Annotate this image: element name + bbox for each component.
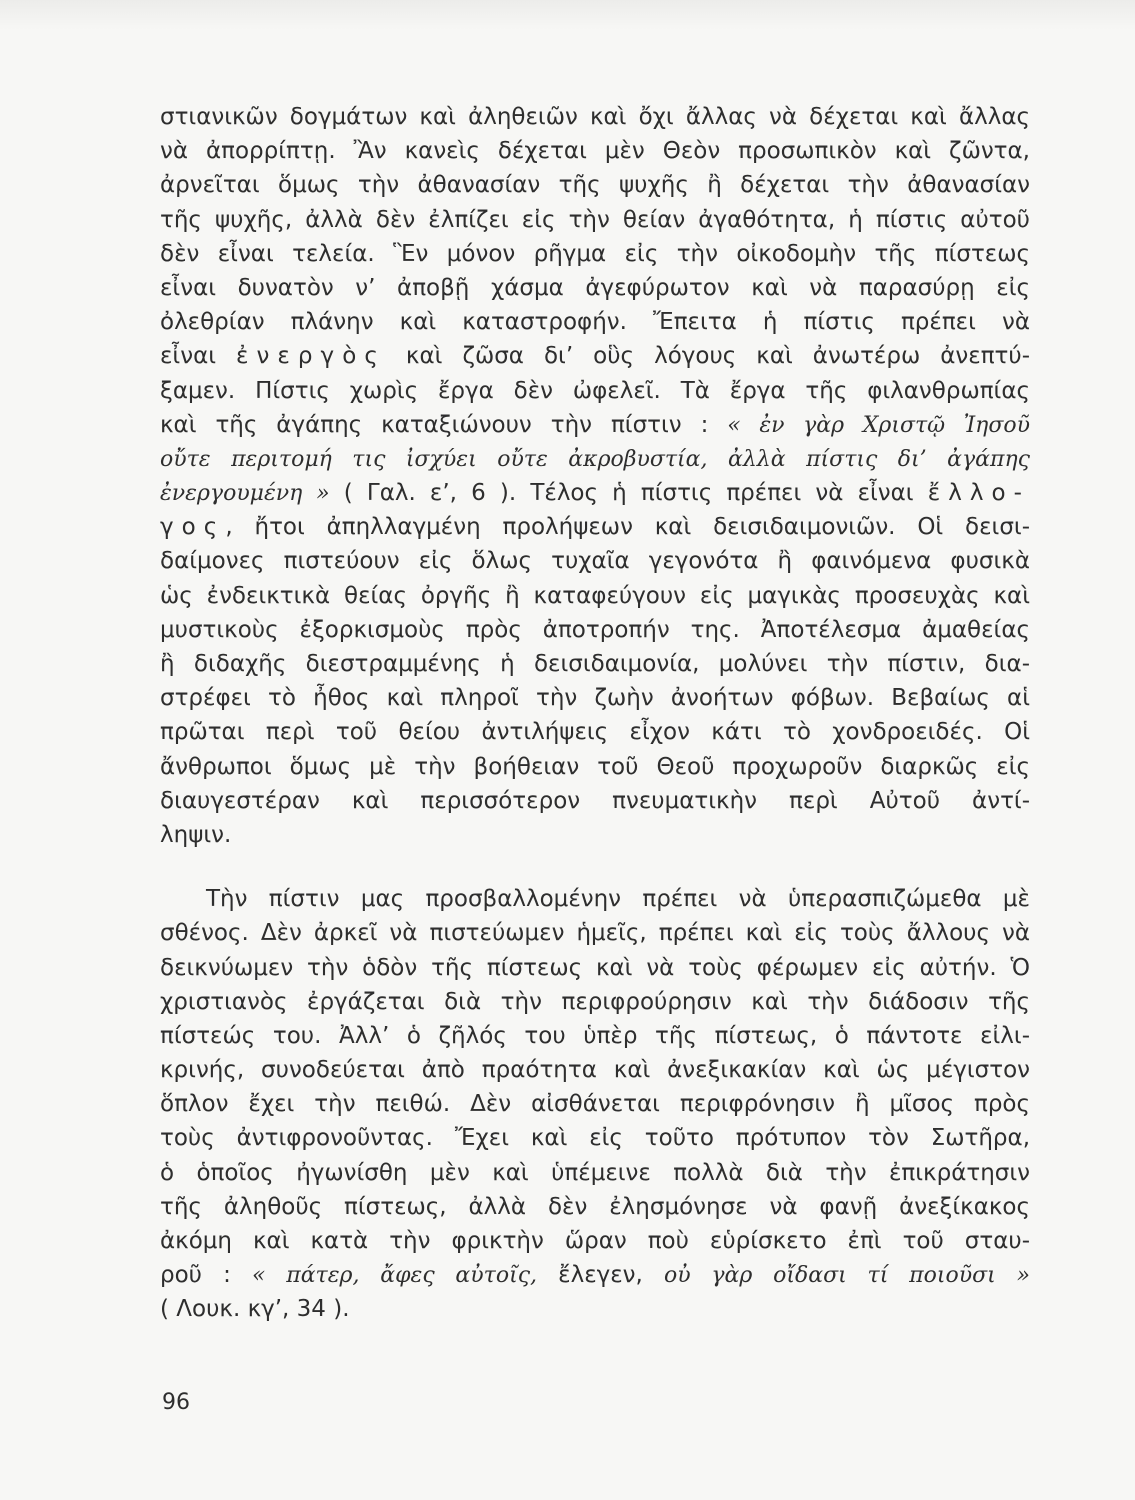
text-line — [160, 100, 1030, 134]
text-segment: τῆς ψυχῆς, ἀλλὰ δὲν ἐλπίζει εἰς τὴν θείαν ἀγαθότητα, ἡ πίστις αὐτοῦ — [160, 206, 1030, 233]
text-line — [160, 305, 1030, 339]
spaced-emphasis: γος — [160, 514, 226, 541]
text-line — [160, 168, 1030, 202]
text-line — [160, 1292, 1030, 1326]
quotation-text: « ἐν γὰρ Χριστῷ Ἰησοῦ — [727, 412, 1030, 438]
text-segment: ροῦ : — [160, 1262, 252, 1289]
text-segment: ὀλεθρίαν πλάνην καὶ καταστροφήν. Ἔπειτα ἡ πίστις πρέπει νὰ — [160, 309, 1030, 336]
text-line — [160, 1156, 1030, 1190]
text-segment: ἢ διδαχῆς διεστραμμένης ἡ δεισιδαιμονία, μολύνει τὴν πίστιν, δια- — [160, 651, 1030, 677]
text-line — [160, 1087, 1030, 1121]
text-line — [160, 442, 1030, 476]
text-line — [160, 1258, 1030, 1292]
text-segment: στρέφει τὸ ἦθος καὶ πληροῖ τὴν ζωὴν ἀνοήτων φόβων. Βεβαίως αἱ — [160, 685, 1030, 712]
text-segment: δαίμονες πιστεύουν εἰς ὅλως τυχαῖα γεγονότα ἢ φαινόμενα φυσικὰ — [160, 548, 1030, 575]
text-segment: εἶναι δυνατὸν ν’ ἀποβῇ χάσμα ἀγεφύρωτον καὶ νὰ παρασύρῃ εἰς — [160, 274, 1030, 301]
text-line — [160, 1019, 1030, 1053]
text-line — [160, 1121, 1030, 1155]
text-segment: χριστιανὸς ἐργάζεται διὰ τὴν περιφρούρησιν καὶ τὴν διάδοσιν τῆς — [160, 988, 1030, 1015]
text-segment: διαυγεστέραν καὶ περισσότερον πνευματικὴν περὶ Αὐτοῦ ἀντί- — [160, 787, 1030, 814]
text-line — [160, 951, 1030, 985]
paragraph — [160, 100, 1030, 852]
text-segment: δὲν εἶναι τελεία. Ἓν μόνον ρῆγμα εἰς τὴν οἰκοδομὴν τῆς πίστεως — [160, 240, 1030, 267]
text-segment: , ἤτοι ἀπηλλαγμένη προλήψεων καὶ δεισιδαιμονιῶν. Οἱ δεισι- — [225, 514, 1030, 541]
text-line — [160, 916, 1030, 950]
text-segment: τοὺς ἀντιφρονοῦντας. Ἔχει καὶ εἰς τοῦτο πρότυπον τὸν Σωτῆρα, — [160, 1125, 1030, 1152]
text-line — [160, 750, 1030, 784]
text-line — [160, 1053, 1030, 1087]
text-segment: στιανικῶν δογμάτων καὶ ἀληθειῶν καὶ ὄχι ἄλλας νὰ δέχεται καὶ ἄλλας — [160, 104, 1030, 130]
text-line — [160, 715, 1030, 749]
text-line — [160, 818, 1030, 852]
text-segment: καὶ τῆς ἀγάπης καταξιώνουν τὴν πίστιν : — [160, 411, 728, 438]
text-line — [160, 374, 1030, 408]
text-line — [160, 647, 1030, 681]
page-number: 96 — [162, 1390, 190, 1415]
text-segment: πρῶται περὶ τοῦ θείου ἀντιλήψεις εἶχον κάτι τὸ χονδροειδές. Οἱ — [160, 719, 1030, 746]
text-line — [160, 579, 1030, 613]
text-segment: καὶ ζῶσα δι’ οὓς λόγους καὶ ἀνωτέρω ἀνεπτύ- — [385, 343, 1030, 370]
text-segment: πίστεώς του. Ἀλλ’ ὁ ζῆλός του ὑπὲρ τῆς πίστεως, ὁ πάντοτε εἰλι- — [160, 1022, 1030, 1049]
text-segment: νὰ ἀπορρίπτῃ. Ἂν κανεὶς δέχεται μὲν Θεὸν προσωπικὸν καὶ ζῶντα, — [160, 138, 1030, 165]
text-segment: σθένος. Δὲν ἀρκεῖ νὰ πιστεύωμεν ἡμεῖς, πρέπει καὶ εἰς τοὺς ἄλλους νὰ — [160, 920, 1030, 947]
text-line — [160, 613, 1030, 647]
text-segment: ἀρνεῖται ὅμως τὴν ἀθανασίαν τῆς ψυχῆς ἢ δέχεται τὴν ἀθανασίαν — [160, 172, 1030, 199]
document-body — [160, 100, 1030, 1327]
text-line — [160, 1224, 1030, 1258]
text-segment: ὁ ὁποῖος ἠγωνίσθη μὲν καὶ ὑπέμεινε πολλὰ διὰ τὴν ἐπικράτησιν — [160, 1159, 1030, 1186]
text-segment: κρινής, συνοδεύεται ἀπὸ πραότητα καὶ ἀνεξικακίαν καὶ ὡς μέγιστον — [160, 1057, 1030, 1084]
text-segment: ἄνθρωποι ὅμως μὲ τὴν βοήθειαν τοῦ Θεοῦ προχωροῦν διαρκῶς εἰς — [160, 753, 1030, 780]
text-line — [160, 882, 1030, 916]
text-segment: ( Λουκ. κγ’, 34 ). — [160, 1296, 350, 1323]
text-segment: μυστικοὺς ἐξορκισμοὺς πρὸς ἀποτροπήν της. Ἀποτέλεσμα ἀμαθείας — [160, 616, 1030, 643]
spaced-emphasis: ἔλλο- — [927, 480, 1030, 507]
text-segment: ( Γαλ. ε’, 6 ). Τέλος ἡ πίστις πρέπει νὰ εἶναι — [329, 480, 928, 507]
text-line — [160, 408, 1030, 442]
text-line — [160, 237, 1030, 271]
text-segment: ὅπλον ἔχει τὴν πειθώ. Δὲν αἰσθάνεται περιφρόνησιν ἢ μῖσος πρὸς — [160, 1091, 1030, 1118]
text-line — [160, 681, 1030, 715]
text-segment: ληψιν. — [160, 821, 232, 848]
paragraph — [160, 882, 1030, 1326]
text-line — [160, 544, 1030, 578]
text-line — [160, 784, 1030, 818]
text-segment: ξαμεν. Πίστις χωρὶς ἔργα δὲν ὠφελεῖ. Τὰ ἔργα τῆς φιλανθρωπίας — [160, 377, 1030, 404]
text-segment: ὡς ἐνδεικτικὰ θείας ὀργῆς ἢ καταφεύγουν εἰς μαγικὰς προσευχὰς καὶ — [160, 582, 1030, 609]
text-line — [160, 510, 1030, 544]
text-line — [160, 476, 1030, 510]
text-line — [160, 203, 1030, 237]
text-line — [160, 1190, 1030, 1224]
text-segment: εἶναι — [160, 343, 237, 370]
quotation-text: οὐ γὰρ οἴδασι τί ποιοῦσι » — [663, 1263, 1030, 1289]
text-segment: δεικνύωμεν τὴν ὁδὸν τῆς πίστεως καὶ νὰ τοὺς φέρωμεν εἰς αὐτήν. Ὁ — [160, 954, 1030, 981]
text-line — [160, 271, 1030, 305]
text-segment: τῆς ἀληθοῦς πίστεως, ἀλλὰ δὲν ἐλησμόνησε νὰ φανῇ ἀνεξίκακος — [160, 1193, 1030, 1220]
text-segment: ἔλεγεν, — [537, 1262, 664, 1289]
quotation-text: « πάτερ, ἄφες αὐτοῖς, — [251, 1263, 538, 1289]
text-line — [160, 134, 1030, 168]
text-segment: Τὴν πίστιν μας προσβαλλομένην πρέπει νὰ ὑπερασπιζώμεθα μὲ — [206, 886, 1030, 913]
text-line — [160, 985, 1030, 1019]
quotation-text: οὔτε περιτομή τις ἰσχύει οὔτε ἀκροβυστία, ἀλλὰ πίστις δι’ ἀγάπης — [160, 446, 1030, 472]
text-line — [160, 339, 1030, 373]
scan-top-shadow — [0, 0, 1135, 30]
text-segment: ἀκόμη καὶ κατὰ τὴν φρικτὴν ὥραν ποὺ εὑρίσκετο ἐπὶ τοῦ σταυ- — [160, 1228, 1030, 1254]
spaced-emphasis: ἐνεργὸς — [236, 343, 386, 370]
quotation-text: ἐνεργουμένη » — [160, 481, 330, 507]
